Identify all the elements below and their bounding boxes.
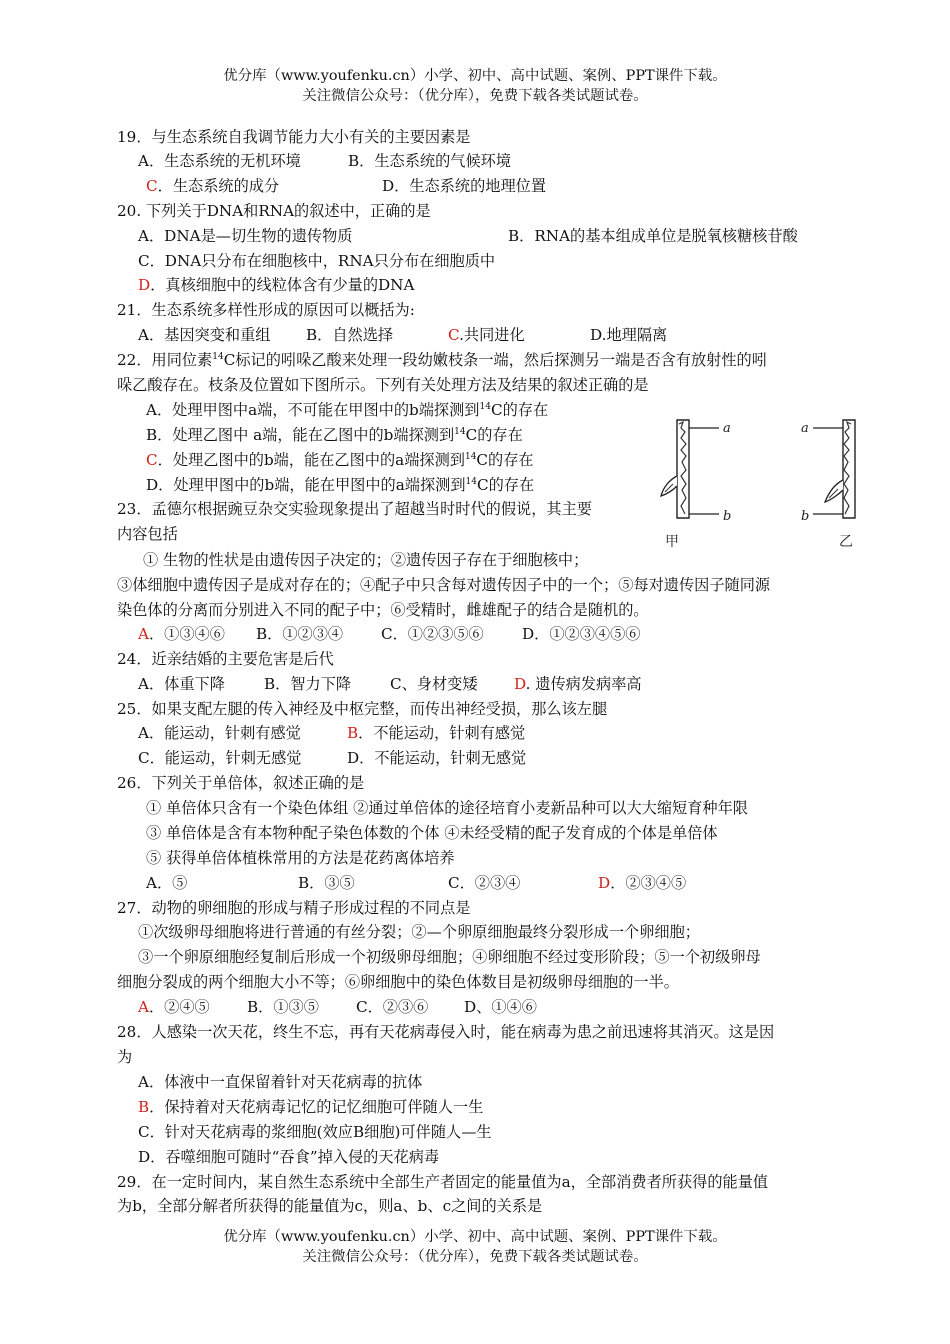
- q29-stem-line-2: 为b，全部分解者所获得的能量值为c，则a、b、c之间的关系是: [117, 1197, 543, 1215]
- q22-option-d: D．处理甲图中的b端，能在甲图中的a端探测到$^{14}$C的存在: [146, 476, 535, 494]
- q22-stem-line-2: 哚乙酸存在。枝条及位置如下图所示。下列有关处理方法及结果的叙述正确的是: [117, 376, 649, 394]
- page-footer: [0, 1227, 950, 1267]
- q24-option-b: B．智力下降: [264, 675, 352, 693]
- page-header: [0, 66, 950, 106]
- q26-statement-line-2: ③ 单倍体是含有本物种配子染色体数的个体 ④未经受精的配子发育成的个体是单倍体: [146, 824, 718, 842]
- q25-stem: 25．如果支配左腿的传入神经及中枢完整，而传出神经受损，那么该左腿: [117, 700, 608, 718]
- answer-letter: A: [138, 625, 149, 643]
- q20-option-c: C．DNA只分布在细胞核中，RNA只分布在细胞质中: [138, 252, 496, 270]
- q26-option-a: A．⑤: [146, 874, 188, 892]
- q22-option-b: B．处理乙图中 a端，能在乙图中的b端探测到$^{14}$C的存在: [146, 426, 523, 444]
- q20-option-d: D．真核细胞中的线粒体含有少量的DNA: [138, 276, 415, 294]
- q23-stem-line-1: 23．孟德尔根据豌豆杂交实验现象提出了超越当时时代的假说，其主要: [117, 500, 592, 518]
- figure-yi: [801, 420, 855, 550]
- header-line-1: 优分库（www.youfenku.cn）小学、初中、高中试题、案例、PPT课件下载。: [223, 68, 727, 84]
- figure-label-b-jia: b: [723, 509, 732, 524]
- q28-stem-line-1: 28．人感染一次天花，终生不忘，再有天花病毒侵入时，能在病毒为患之前迅速将其消灭。这是因: [117, 1023, 775, 1041]
- q27-option-c: C．②③⑥: [356, 998, 429, 1016]
- figure-label-yi: 乙: [839, 534, 853, 550]
- q25-option-c: C．能运动，针刺无感觉: [138, 749, 302, 767]
- header-line-2: 关注微信公众号：（优分库），免费下载各类试题试卷。: [302, 88, 648, 104]
- figure-label-b-yi: b: [801, 509, 810, 524]
- q21-option-a: A．基因突变和重组: [138, 326, 271, 344]
- answer-letter: C: [146, 177, 158, 195]
- q26-option-b: B．③⑤: [298, 874, 355, 892]
- answer-letter: D: [598, 874, 611, 892]
- q23-statement-line-3: 染色体的分离而分别进入不同的配子中；⑥受精时，雌雄配子的结合是随机的。: [117, 601, 649, 619]
- q22-option-a: A．处理甲图中a端，不可能在甲图中的b端探测到$^{14}$C的存在: [146, 401, 549, 419]
- q27-option-a: A．②④⑤: [138, 998, 210, 1016]
- footer-line-1: 优分库（www.youfenku.cn）小学、初中、高中试题、案例、PPT课件下载。: [223, 1229, 727, 1245]
- q28-stem-line-2: 为: [117, 1048, 133, 1066]
- q23-statement-line-1: ① 生物的性状是由遗传因子决定的；②遗传因子存在于细胞核中；: [143, 551, 589, 569]
- answer-letter: B: [138, 1098, 150, 1116]
- q23-option-c: C．①②③⑤⑥: [381, 625, 484, 643]
- q29-stem-line-1: 29．在一定时间内，某自然生态系统中全部生产者固定的能量值为a，全部消费者所获得的能量值: [117, 1173, 769, 1191]
- q27-statement-line-3: 细胞分裂成的两个细胞大小不等；⑥卵细胞中的染色体数目是初级卵母细胞的一半。: [117, 973, 679, 991]
- figure-label-jia: 甲: [665, 534, 679, 550]
- q28-option-a: A．体液中一直保留着针对天花病毒的抗体: [138, 1073, 423, 1091]
- answer-letter: D: [514, 675, 526, 693]
- q19-option-b: B．生态系统的气候环境: [348, 152, 512, 170]
- q21-option-c: C.共同进化: [448, 326, 525, 344]
- q25-option-a: A．能运动，针刺有感觉: [138, 724, 301, 742]
- q19-option-c: C．生态系统的成分: [146, 177, 280, 195]
- q28-option-b: B．保持着对天花病毒记忆的记忆细胞可伴随人一生: [138, 1098, 484, 1116]
- q26-option-c: C．②③④: [448, 874, 521, 892]
- q19-option-d: D．生态系统的地理位置: [382, 177, 547, 195]
- q23-stem-line-2: 内容包括: [117, 525, 178, 543]
- q24-stem: 24．近亲结婚的主要危害是后代: [117, 650, 334, 668]
- q26-stem: 26．下列关于单倍体，叙述正确的是: [117, 774, 365, 792]
- stem-segment-figure: [655, 410, 875, 552]
- answer-letter: B: [347, 724, 359, 742]
- q27-stem: 27．动物的卵细胞的形成与精子形成过程的不同点是: [117, 899, 471, 917]
- q21-stem: 21．生态系统多样性形成的原因可以概括为:: [117, 301, 415, 319]
- q26-statement-line-3: ⑤ 获得单倍体植株常用的方法是花药离体培养: [146, 849, 455, 867]
- q23-option-b: B．①②③④: [256, 625, 344, 643]
- q21-option-b: B．自然选择: [306, 326, 394, 344]
- q24-option-a: A．体重下降: [138, 675, 225, 693]
- q28-option-d: D．吞噬细胞可随时“吞食”掉入侵的天花病毒: [138, 1148, 440, 1166]
- q28-option-c: C．针对天花病毒的浆细胞(效应B细胞)可伴随人—生: [138, 1123, 492, 1141]
- q26-option-d: D．②③④⑤: [598, 874, 687, 892]
- q25-option-d: D．不能运动，针刺无感觉: [347, 749, 527, 767]
- q27-statement-line-2: ③一个卵原细胞经复制后形成一个初级卵母细胞；④卵细胞不经过变形阶段；⑤一个初级卵母: [138, 948, 761, 966]
- answer-letter: D: [138, 276, 151, 294]
- q23-option-d: D．①②③④⑤⑥: [522, 625, 641, 643]
- q20-option-b: B．RNA的基本组成单位是脱氧核糖核苷酸: [508, 227, 798, 245]
- figure-jia: [661, 420, 731, 550]
- q27-statement-line-1: ①次级卵母细胞将进行普通的有丝分裂；②—个卵原细胞最终分裂形成一个卵细胞；: [138, 923, 700, 941]
- q20-option-a: A．DNA是—切生物的遗传物质: [138, 227, 353, 245]
- q19-option-a: A．生态系统的无机环境: [138, 152, 301, 170]
- q25-option-b: B．不能运动，针刺有感觉: [347, 724, 526, 742]
- q26-statement-line-1: ① 单倍体只含有一个染色体组 ②通过单倍体的途径培育小麦新品种可以大大缩短育种年限: [146, 799, 748, 817]
- q23-option-a: A．①③④⑥: [138, 625, 225, 643]
- answer-letter: C: [448, 326, 460, 344]
- q27-option-b: B．①③⑤: [247, 998, 319, 1016]
- q22-option-c: C．处理乙图中的b端，能在乙图中的a端探测到$^{14}$C的存在: [146, 451, 534, 469]
- answer-letter: C: [146, 451, 158, 469]
- q27-option-d: D、①④⑥: [464, 998, 537, 1016]
- q20-stem: 20. 下列关于DNA和RNA的叙述中，正确的是: [117, 202, 431, 220]
- q19-stem: 19．与生态系统自我调节能力大小有关的主要因素是: [117, 128, 471, 146]
- footer-line-2: 关注微信公众号：（优分库），免费下载各类试题试卷。: [302, 1249, 648, 1265]
- q24-option-d: D. 遗传病发病率高: [514, 675, 642, 693]
- q24-option-c: C、身材变矮: [390, 675, 478, 693]
- answer-letter: A: [138, 998, 149, 1016]
- figure-label-a-jia: a: [723, 421, 731, 436]
- q21-option-d: D.地理隔离: [590, 326, 668, 344]
- q23-statement-line-2: ③体细胞中遗传因子是成对存在的；④配子中只含每对遗传因子中的一个；⑤每对遗传因子随同源: [117, 576, 771, 594]
- figure-label-a-yi: a: [801, 421, 809, 436]
- q22-stem-line-1: 22．用同位素$^{14}$C标记的吲哚乙酸来处理一段幼嫩枝条一端，然后探测另一端是否含有放射性的吲: [117, 351, 767, 369]
